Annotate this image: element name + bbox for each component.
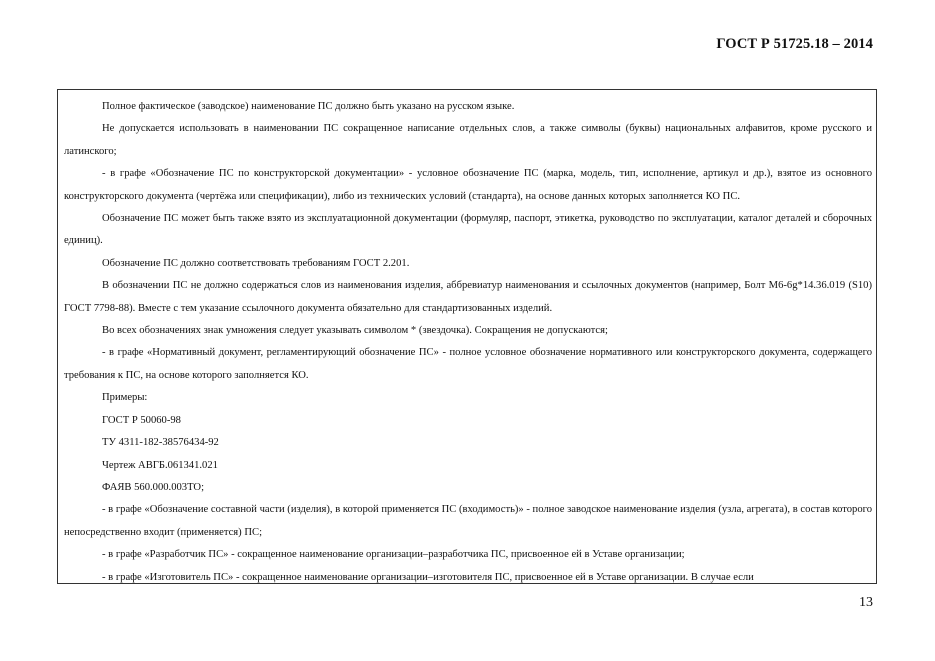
paragraph: Обозначение ПС может быть также взято из эксплуатационной документации (формуляр, паспорт, этикетка, руководство по эксплуатации, каталог деталей и сборочных единиц). [64, 213, 872, 247]
text-frame [57, 89, 877, 584]
paragraph: - в графе «Изготовитель ПС» - сокращенное наименование организации–изготовителя ПС, присвоенное ей в Уставе организации. В случае если [102, 571, 754, 583]
paragraph: - в графе «Нормативный документ, регламентирующий обозначение ПС» - полное условное обозначение нормативного или конструкторского документа, содержащего требования к ПС, на основе которого заполняется КО. [64, 347, 872, 381]
paragraph: Полное фактическое (заводское) наименование ПС должно быть указано на русском языке. [102, 101, 515, 112]
paragraph: - в графе «Обозначение ПС по конструкторской документации» - условное обозначение ПС (марка, модель, тип, исполнение, артикул и др.), взятое из основного конструкторского документа (чертёжа или спецификации), либо из технических условий (стандарта), на основе данных которых заполняется КО ПС. [64, 168, 872, 202]
paragraph: Во всех обозначениях знак умножения следует указывать символом * (звездочка). Сокращения не допускаются; [102, 325, 608, 337]
paragraph: Обозначение ПС должно соответствовать требованиям ГОСТ 2.201. [102, 257, 410, 269]
paragraph: ФАЯВ 560.000.003ТО; [102, 481, 205, 493]
page-number: 13 [859, 595, 873, 610]
paragraph: ТУ 4311-182-38576434-92 [102, 437, 219, 449]
paragraph: Чертеж АВГБ.061341.021 [102, 459, 218, 471]
paragraph: Примеры: [102, 392, 148, 404]
paragraph: Не допускается использовать в наименовании ПС сокращенное написание отдельных слов, а также символы (буквы) национальных алфавитов, кроме русского и латинского; [64, 123, 872, 157]
document-code-header: ГОСТ Р 51725.18 – 2014 [716, 36, 873, 52]
paragraph: В обозначении ПС не должно содержаться слов из наименования изделия, аббревиатур наименования и ссылочных документов (например, Болт М6-6g*14.36.019 (S10) ГОСТ 7798-88). Вместе с тем указание ссылочного документа обязательно для стандартизованных изделий. [64, 280, 872, 314]
paragraph: - в графе «Разработчик ПС» - сокращенное наименование организации–разработчика ПС, присвоенное ей в Уставе организации; [102, 549, 685, 561]
paragraph: ГОСТ Р 50060-98 [102, 414, 181, 426]
paragraph: - в графе «Обозначение составной части (изделия), в которой применяется ПС (входимость)» - полное заводское наименование изделия (узла, агрегата), в состав которого непосредственно входит (применяется) ПС; [64, 504, 872, 538]
